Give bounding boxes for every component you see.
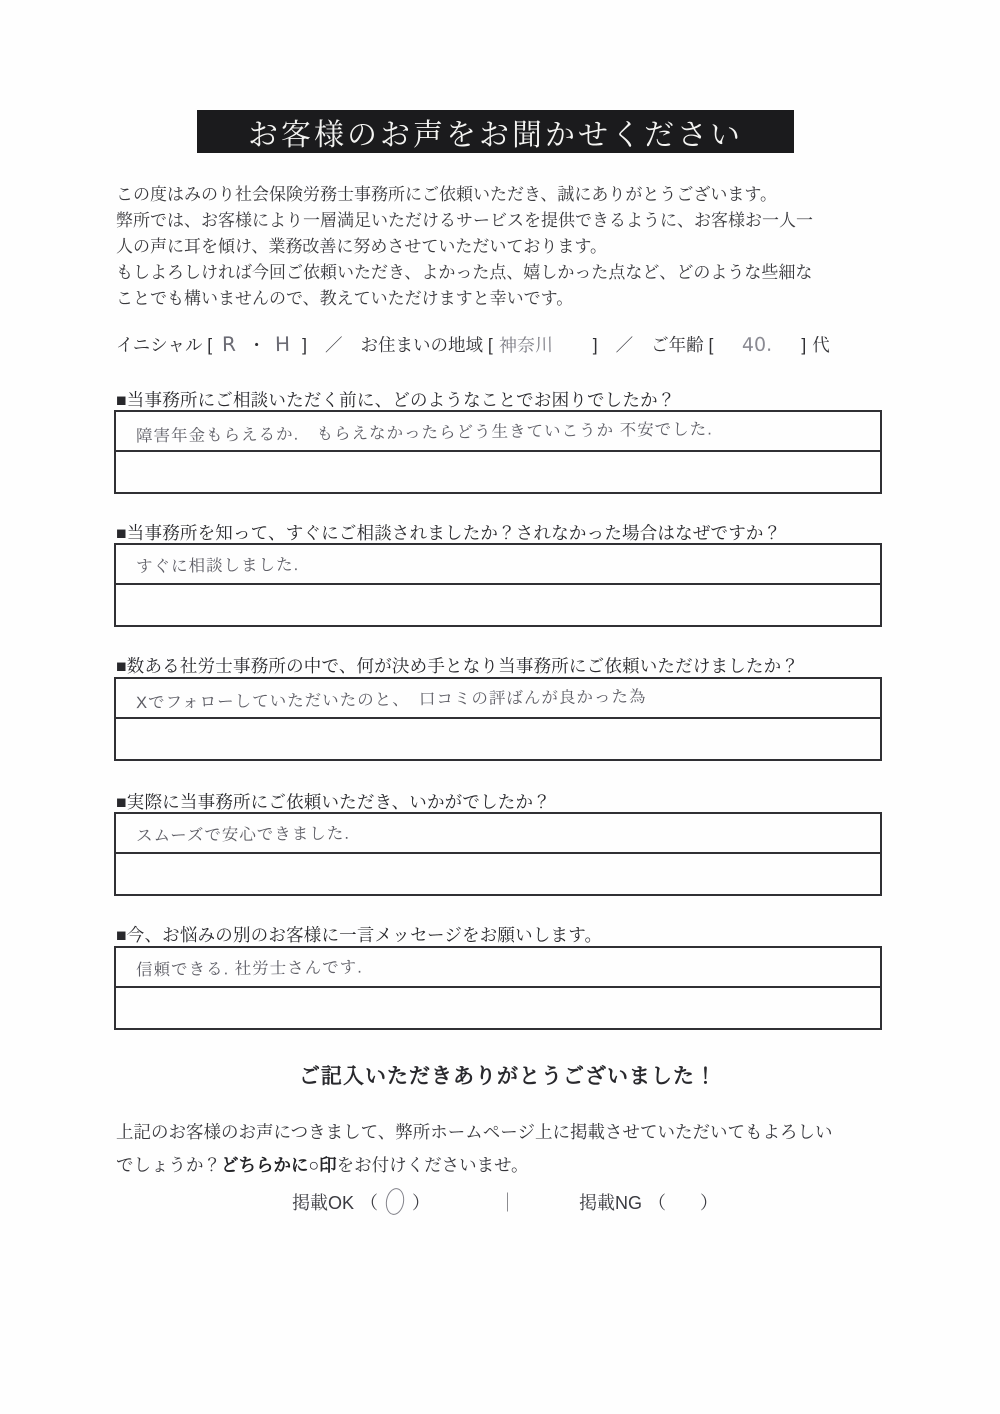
question-3-answer-handwritten: Xでフォローしていただいたのと、 口コミの評ばんが良かった為 — [135, 687, 647, 713]
profile-row — [116, 331, 900, 357]
publish-permission-note — [116, 1116, 906, 1182]
initial-label: イニシャル [ — [116, 335, 213, 355]
note-line: 上記のお客様のお声につきまして、弊所ホームページ上に掲載させていただいてもよろしい — [116, 1122, 833, 1142]
question-2-answer-box — [114, 543, 882, 627]
intro-line: ことでも構いませんので、教えていただけますと幸いです。 — [116, 289, 574, 308]
age-suffix: 代 — [812, 335, 830, 355]
answer-row-empty — [116, 585, 880, 625]
question-5-answer-handwritten: 信頼できる. 社労士さんです. — [135, 958, 363, 980]
thanks-message: ご記入いただきありがとうございました！ — [299, 1065, 717, 1088]
note-line — [116, 1149, 906, 1182]
intro-line: 人の声に耳を傾け、業務改善に努めさせていただいております。 — [116, 237, 607, 256]
paren-close: ） — [700, 1192, 719, 1213]
question-5-answer-box — [114, 946, 882, 1030]
separator-slash: ／ — [615, 335, 634, 355]
age-handwritten: 40. — [742, 333, 773, 357]
question-1-answer-handwritten: 障害年金もらえるか. もらえなかったらどう生きていこうか 不安でした. — [135, 420, 713, 446]
publish-ok-option — [292, 1188, 436, 1215]
answer-row-empty — [116, 854, 880, 894]
answer-row — [116, 412, 880, 452]
paren-close: ） — [412, 1192, 430, 1213]
note-bold-text: どちらかに○印 — [221, 1155, 337, 1175]
question-5-label: ■今、お悩みの別のお客様に一言メッセージをお願いします。 — [116, 925, 603, 945]
page-title — [197, 110, 794, 153]
initial-dot: ・ — [248, 336, 266, 355]
question-1-answer-box — [114, 410, 882, 494]
question-2-answer-handwritten: すぐに相談しました. — [135, 556, 300, 576]
intro-line: この度はみのり社会保険労務士事務所にご依頼いただき、誠にありがとうございます。 — [116, 185, 777, 204]
publish-choice-row — [116, 1188, 900, 1215]
question-2-label: ■当事務所を知って、すぐにご相談されましたか？されなかった場合はなぜですか？ — [116, 523, 782, 543]
intro-line: もしよろしければ今回ご依頼いただき、よかった点、嬉しかった点など、どのような些細な — [116, 263, 813, 282]
bracket-close: ] — [801, 335, 807, 355]
initial-first-handwritten: R — [221, 331, 239, 357]
note-text: をお付けくださいませ。 — [336, 1155, 529, 1175]
handwritten-circle-mark — [384, 1187, 406, 1217]
answer-row — [116, 814, 880, 854]
answer-row — [116, 545, 880, 585]
answer-row-empty — [116, 452, 880, 492]
region-label: お住まいの地域 [ — [360, 335, 493, 355]
bracket-close: ] — [592, 335, 598, 355]
blank-mark — [672, 1189, 694, 1214]
question-4-label: ■実際に当事務所にご依頼いただき、いかがでしたか？ — [116, 792, 551, 812]
age-label: ご年齢 [ — [651, 335, 714, 355]
answer-row — [116, 948, 880, 988]
question-4-answer-box — [114, 812, 882, 896]
question-1-label: ■当事務所にご相談いただく前に、どのようなことでお困りでしたか？ — [116, 390, 676, 410]
answer-row — [116, 679, 880, 719]
note-text: でしょうか？ — [116, 1155, 221, 1175]
question-4-answer-handwritten: スムーズで安心できました. — [135, 824, 351, 846]
publish-ok-label: 掲載OK — [291, 1192, 354, 1213]
publish-divider: ｜ — [498, 1193, 518, 1214]
paren-open: （ — [648, 1192, 667, 1213]
answer-row-empty — [116, 988, 880, 1028]
page-title-text: お客様のお声をお聞かせください — [248, 118, 743, 152]
separator-slash: ／ — [325, 335, 343, 355]
publish-ng-option — [579, 1189, 724, 1215]
intro-paragraph — [116, 182, 900, 312]
answer-row-empty — [116, 719, 880, 759]
question-3-label: ■数ある社労士事務所の中で、何が決め手となり当事務所にご依頼いただけましたか？ — [116, 656, 800, 676]
question-3-answer-box — [114, 677, 882, 761]
initial-last-handwritten: H — [274, 331, 293, 357]
publish-ng-label: 掲載NG — [579, 1192, 643, 1213]
intro-line: 弊所では、お客様により一層満足いただけるサービスを提供できるように、お客様お一人一 — [116, 211, 813, 230]
bracket-close: ] — [302, 335, 308, 355]
paren-open: （ — [360, 1192, 378, 1213]
region-handwritten: 神奈川 — [498, 334, 553, 357]
